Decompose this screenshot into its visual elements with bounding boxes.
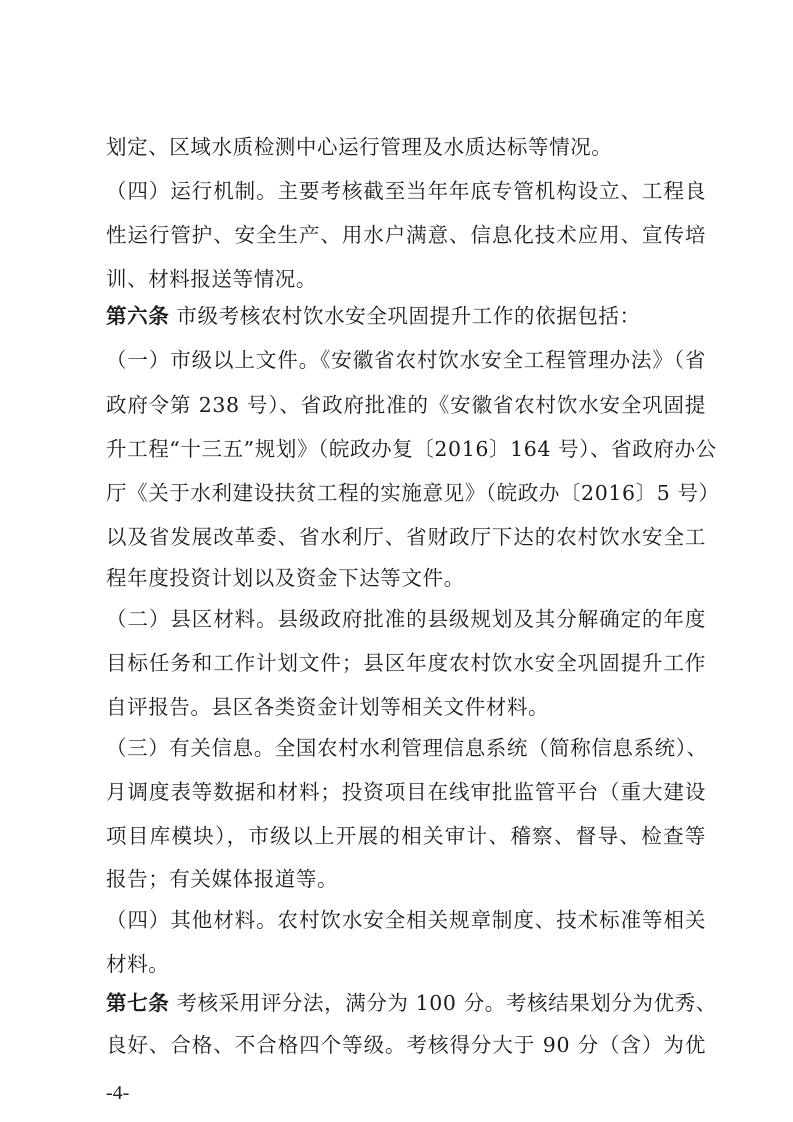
article-six-line — [106, 301, 706, 331]
text-line: 划定、区域水质检测中心运行管理及水质达标等情况。 — [106, 135, 613, 159]
article-text: 市级考核农村饮水安全巩固提升工作的依据包括： — [169, 304, 641, 328]
text-line: （四）其他材料。农村饮水安全相关规章制度、技术标准等相关 — [106, 908, 706, 932]
article-seven-line — [106, 988, 717, 1018]
text-line: 升工程“十三五”规划》（皖政办复〔2016〕164 号）、省政府办公 — [106, 437, 717, 461]
text-line: 训、材料报送等情况。 — [106, 267, 317, 291]
article-heading: 第七条 — [106, 991, 170, 1015]
text-line: （一）市级以上文件。《安徽省农村饮水安全工程管理办法》（省 — [106, 348, 706, 372]
text-line: 材料。 — [106, 952, 170, 976]
text-line: 政府令第 238 号）、省政府批准的《安徽省农村饮水安全巩固提 — [106, 393, 706, 417]
article-text: 考核采用评分法，满分为 100 分。考核结果划分为优秀、 — [169, 991, 717, 1015]
text-line: （四）运行机制。主要考核截至当年年底专管机构设立、工程良 — [106, 179, 706, 203]
page-number: -4- — [106, 1082, 130, 1104]
text-line: 项目库模块），市级以上开展的相关审计、稽察、督导、检查等 — [106, 824, 706, 848]
text-line: （二）县区材料。县级政府批准的县级规划及其分解确定的年度 — [106, 607, 706, 631]
text-line: （三）有关信息。全国农村水利管理信息系统（简称信息系统）、 — [106, 736, 708, 760]
text-line: 自评报告。县区各类资金计划等相关文件材料。 — [106, 695, 550, 719]
text-line: 性运行管护、安全生产、用水户满意、信息化技术应用、宣传培 — [106, 223, 706, 247]
article-heading: 第六条 — [106, 304, 170, 328]
text-line: 以及省发展改革委、省水利厅、省财政厅下达的农村饮水安全工 — [106, 525, 706, 549]
text-line: 程年度投资计划以及资金下达等文件。 — [106, 566, 465, 590]
text-line: 目标任务和工作计划文件；县区年度农村饮水安全巩固提升工作 — [106, 651, 706, 675]
text-line: 月调度表等数据和材料；投资项目在线审批监管平台（重大建设 — [106, 780, 706, 804]
text-line: 厅《关于水利建设扶贫工程的实施意见》（皖政办〔2016〕5 号） — [106, 481, 720, 505]
text-line: 良好、合格、不合格四个等级。考核得分大于 90 分（含）为优 — [106, 1033, 706, 1057]
text-line: 报告；有关媒体报道等。 — [106, 867, 339, 891]
